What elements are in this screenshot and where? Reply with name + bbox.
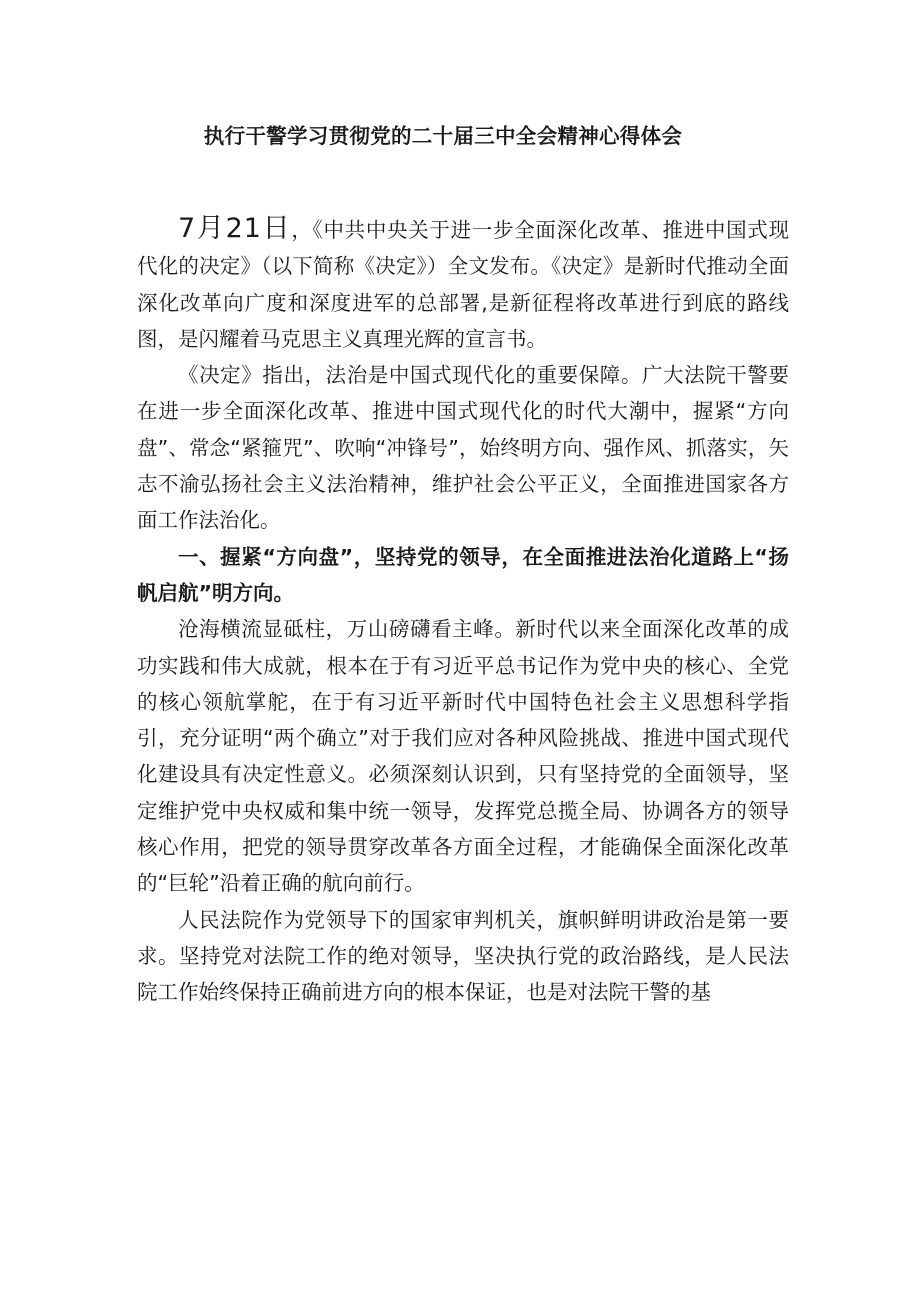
document-body [137,211,789,1011]
date-lead: 7月21日 [178,213,292,244]
document-title: 执行干警学习贯彻党的二十届三中全会精神心得体会 [203,124,683,148]
paragraph-leadership: 沧海横流显砥柱，万山磅礴看主峰。新时代以来全面深化改革的成功实践和伟大成就，根本在于有习近平总书记作为党中央的核心、全党的核心领航掌舵，在于有习近平新时代中国特色社会主义思想科学指引，充分证明“两个确立”对于我们应对各种风险挑战、推进中国式现代化建设具有决定性意义。必须深刻认识到，只有坚持党的全面领导，坚定维护党中央权威和集中统一领导，发挥党总揽全局、协调各方的领导核心作用，把党的领导贯穿改革各方面全过程，才能确保全面深化改革的“巨轮”沿着正确的航向前行。 [137,617,789,896]
section-heading-1: 一、握紧“方向盘”，坚持党的领导，在全面推进法治化道路上“扬帆启航”明方向。 [137,544,789,605]
paragraph-intro-text: ，《中共中央关于进一步全面深化改革、推进中国式现代化的决定》（以下简称《决定》）全文发布。《决定》是新时代推动全面深化改革向广度和深度进军的总部署,是新征程将改革进行到底的路线图，是闪耀着马克思主义真理光辉的宣言书。 [137,218,789,351]
paragraph-decision: 《决定》指出，法治是中国式现代化的重要保障。广大法院干警要在进一步全面深化改革、推进中国式现代化的时代大潮中，握紧“方向盘”、常念“紧箍咒”、吹响“冲锋号”，始终明方向、强作风、抓落实，矢志不渝弘扬社会主义法治精神，维护社会公平正义，全面推进国家各方面工作法治化。 [137,363,789,533]
paragraph-court: 人民法院作为党领导下的国家审判机关，旗帜鲜明讲政治是第一要求。坚持党对法院工作的绝对领导，坚决执行党的政治路线，是人民法院工作始终保持正确前进方向的根本保证，也是对法院干警的基 [137,907,789,1005]
paragraph-intro [137,211,789,357]
